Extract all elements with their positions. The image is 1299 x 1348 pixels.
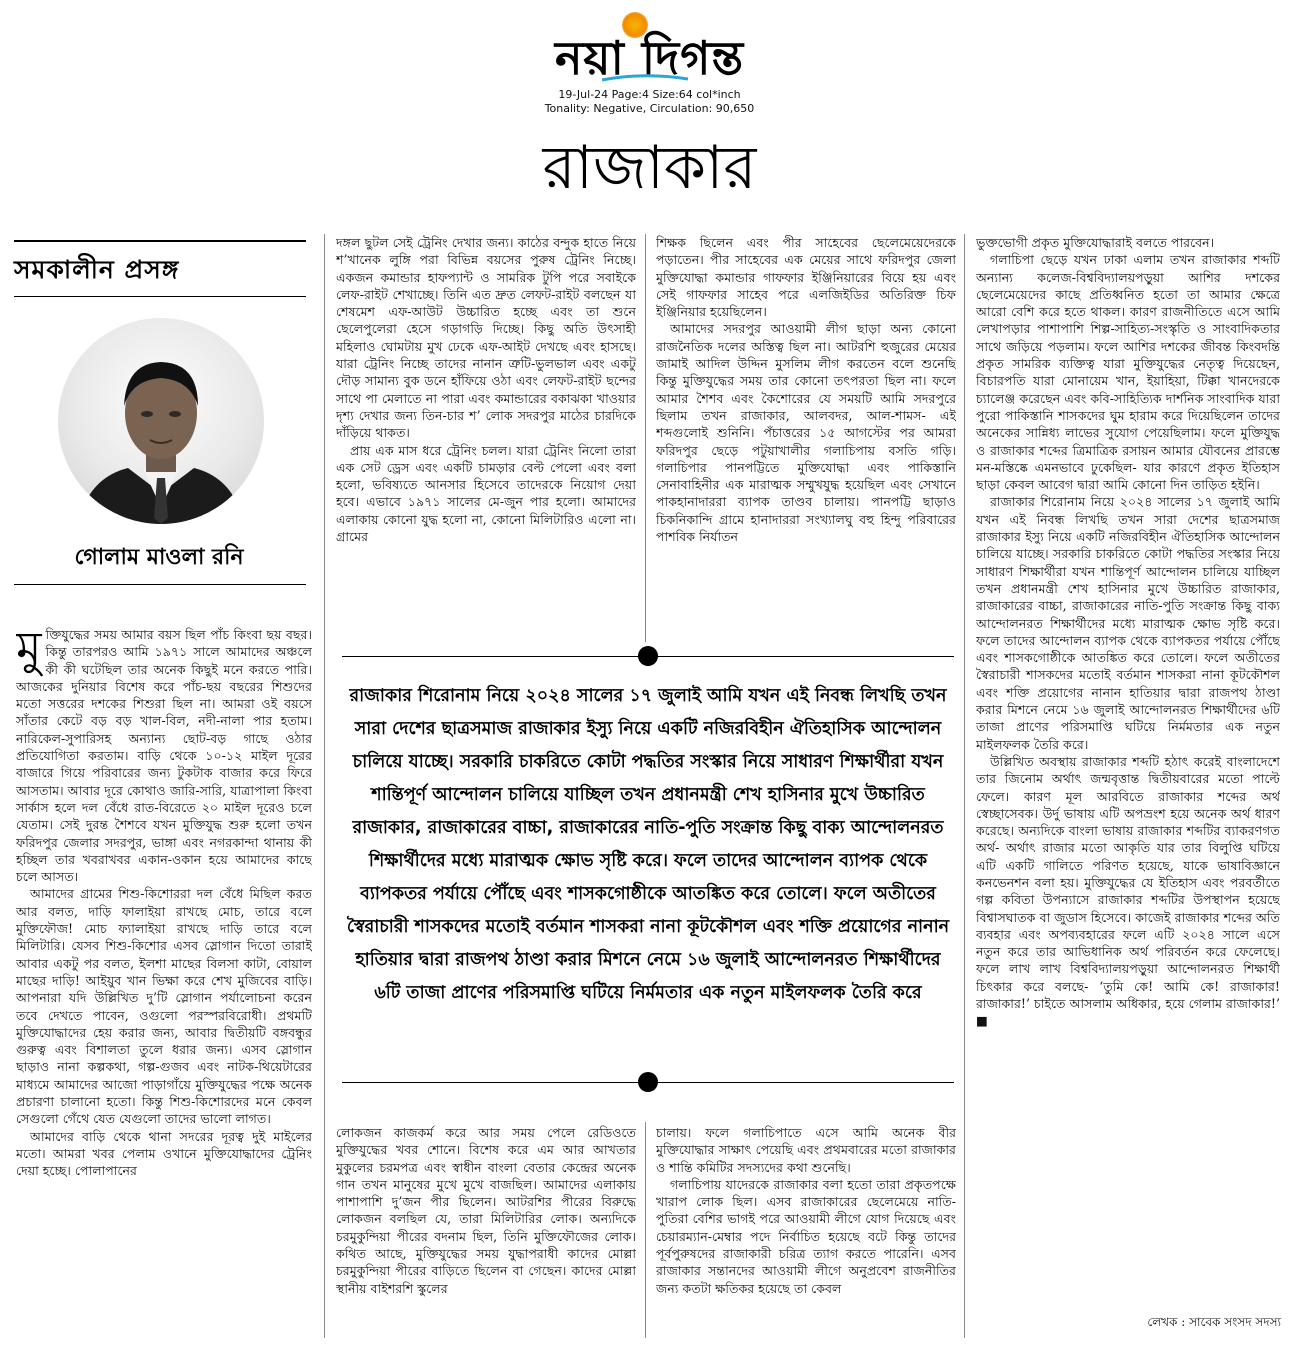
article-column-4: [976, 234, 1280, 1308]
section-top-rule: [14, 240, 306, 242]
paragraph: দঙ্গল ছুটল সেই ট্রেনিং দেখার জন্য। কাঠের বন্দুক হাতে নিয়ে শ’খানেক লুঙ্গি পরা বিভিন্ন বয়সের পুরুষ ট্রেনিং নিচ্ছে। একজন কমান্ডার হাফপ্যান্ট ও সামরিক টুপি পরে সবাইকে লেফ-রাইট শেখাচ্ছে। তিনি এত দ্রুত লেফট-রাইট বলছেন যা শেষমেশ এফ-আউট উচ্চারিত হচ্ছে এবং তা শুনে ছেলেপুলেরা হেসে গড়াগড়ি দিচ্ছে। কিছু অতি উৎসাহী মহিলাও ঘোমটায় মুখ ঢেকে এফ-আইট দেখছে এবং হাসছে। যারা ট্রেনিং নিচ্ছে তাদের নানান ত্রুটি-ভুলভাল এবং একটু দৌড় সামান্য বুক ডনে হাঁফিয়ে ওঠা এবং লেফট-রাইট ছন্দের সাথে পা মেলাতে না পারা এবং কমান্ডারের বকাঝকা খাওয়ার দৃশ্য দেখার জন্য তিন-চার শ’ লোক সদরপুর মাঠের চারদিকে দাঁড়িয়ে থাকত।: [336, 235, 636, 441]
masthead-swoosh-logo: [600, 74, 690, 82]
paragraph: গলাচিপা ছেড়ে যখন ঢাকা এলাম তখন রাজাকার শব্দটি অন্যান্য কলেজ-বিশ্ববিদ্যালয়পড়ুয়া আশির দশকের ছেলেমেয়েদের কাছে প্রতিধ্বনিত হতো তা আমার ক্ষেত্রে আরো বেশি করে হতে থাকল। কারণ রাজনীতিতে এসে আমি লেখাপড়ার পাশাপাশি শিল্প-সাহিত্য-সংস্কৃতি ও সাংবাদিকতার সাথে জড়িয়ে পড়লাম। ফলে আশির দশকের জীবন্ত কিংবদন্তি প্রকৃত সামরিক ব্যক্তিত্ব যারা মুক্তিযুদ্ধের নেতৃত্ব দিয়েছেন, বিচারপতি যারা মোনায়েম খান, ইয়াহিয়া, টিক্কা খানদেরকে চ্যালেঞ্জ করেছেন এবং কবি-সাহিত্যিক দার্শনিক সাংবাদিক যারা পুরো পাকিস্তানি শাসকদের ঘুম হারাম করে দিয়েছিলেন তাদের অনেকের সান্নিধ্য লাভের সুযোগ পেয়েছিলাম। ফলে মুক্তিযুদ্ধ ও রাজাকার শব্দের ত্রিমাত্রিক রসায়ন আমার যৌবনের প্রারম্ভে মন-মস্তিষ্কে এমনভাবে ঢুকেছিল- যার কারণে প্রকৃত ইতিহাস ছাড়া কেবল আবেগ দ্বারা আমি কোনো দিন তাড়িত হইনি।: [976, 252, 1280, 493]
clipping-meta-tonality: Tonality: Negative, Circulation: 90,650: [544, 102, 755, 115]
paragraph: লোকজন কাজকর্ম করে আর সময় পেলে রেডিওতে মুক্তিযুদ্ধের খবর শোনে। বিশেষ করে এম আর আখতার মুকুলের চরমপত্র এবং স্বাধীন বাংলা বেতার কেন্দ্রের অনেক গান তখন মানুষের মুখে মুখে বাজছিল। আমাদের এলাকায় পাশাপাশি দু’জন পীর ছিলেন। আটরশির পীরের বিরুদ্ধে লোকজন বলছিল যে, তারা মিলিটারির লোক। অন্যদিকে চরমুকুন্দিয়া পীরের বদনাম ছিল, তিনি মুক্তিফৌজের লোক। কথিত আছে, মুক্তিযুদ্ধের সময় যুদ্ধাপরাধী কাদের মোল্লা চরমুকুন্দিয়া পীরের বাড়িতে ছিলেন বা গেছেন। কাদের মোল্লা স্থানীয় বাইশরশি স্কুলের: [336, 1125, 636, 1296]
article-column-1: [16, 626, 312, 1338]
section-title: সমকালীন প্রসঙ্গ: [14, 255, 180, 284]
paragraph: আমাদের সদরপুর আওয়ামী লীগ ছাড়া অন্য কোনো রাজনৈতিক দলের অস্তিত্ব ছিল না। আটরশি হুজুরের মেয়ের জামাই আদিল উদ্দিন মুসলিম লীগ করতেন বলে শুনেছি কিন্তু মুক্তিযুদ্ধের সময় তার কোনো তৎপরতা ছিল না। ফলে আমার শৈশব এবং কৈশোরের যে সময়টি আমি সদরপুরে ছিলাম তখন রাজাকার, আলবদর, আল-শামস- এই শব্দগুলোই শুনিনি। পঁচাত্তরের ১৫ আগস্টের পর আমরা ফরিদপুর ছেড়ে পটুয়াখালীর গলাচিপায় বসতি গড়ি। গলাচিপার পানপট্টিতে মুক্তিযোদ্ধা এবং পাকিস্তানি সেনাবাহিনীর এক মারাত্মক সম্মুখযুদ্ধ হয়েছিল এবং সেখানে পাকহানাদাররা ব্যাপক তাণ্ডব চালায়। পানপট্টি ছাড়াও চিকনিকান্দি গ্রামে হানাদাররা সংখ্যালঘু বহু হিন্দু পরিবারের পাশবিক নির্যাতন: [656, 321, 956, 545]
clipping-meta: [0, 88, 1299, 116]
author-byline: লেখক : সাবেক সংসদ সদস্য: [1147, 1315, 1281, 1329]
paragraph: আমাদের বাড়ি থেকে থানা সদরের দূরত্ব দুই মাইলের মতো। আমরা খবর পেলাম ওখানে মুক্তিযোদ্ধাদের ট্রেনিং দেয়া হচ্ছে। পোলাপানের: [16, 1128, 312, 1179]
article-column-3-top: [656, 234, 956, 644]
paragraph: ভুক্তভোগী প্রকৃত মুক্তিযোদ্ধারাই বলতে পারবেন।: [976, 235, 1215, 250]
article-headline: রাজাকার: [542, 133, 757, 203]
paragraph: চালায়। ফলে গলাচিপাতে এসে আমি অনেক বীর মুক্তিযোদ্ধার সাক্ষাৎ পেয়েছি এবং প্রথমবারের মতো রাজাকার ও শান্তি কমিটির সদস্যদের কথা শুনেছি।: [656, 1125, 956, 1175]
paragraph: ক্তিযুদ্ধের সময় আমার বয়স ছিল পাঁচ কিংবা ছয় বছর। কিন্তু তারপরও আমি ১৯৭১ সালে আমাদের অঞ্চলে কী কী ঘটেছিল তার অনেক কিছুই মনে করতে পারি। আজকের দুনিয়ার বিশেষ করে পাঁচ-ছয় বছরের শিশুদের মতো সত্তরের দশকের শিশুরা ছিল না। আমরা ওই বয়সে সাঁতার কেটে বড় বড় খাল-বিল, নদী-নালা পার হতাম। নারিকেল-সুপারিসহ অন্যান্য ছোট-বড় গাছে ওঠার প্রতিযোগিতা করতাম। বাড়ি থেকে ১০-১২ মাইল দূরের বাজারে গিয়ে পরিবারের জন্য টুকটাক বাজার করে ফিরে আসতাম। আবার দূরে কোথাও জারি-সারি, যাত্রাপালা কিংবা সার্কাস হলে দল বেঁধে রাত-বিরেতে ২০ মাইল দূরেও চলে যেতাম। সেই দুরন্ত শৈশবে যখন মুক্তিযুদ্ধ শুরু হলো তখন ফরিদপুর জেলার সদরপুর, ভাঙ্গা এবং নগরকান্দা থানায় কী হচ্ছিল তার খবরাখবর একান-ওকান হয়ে আমাদের কাছে চলে আসত।: [16, 627, 312, 885]
author-name: গোলাম মাওলা রনি: [74, 544, 244, 570]
column-divider: [324, 234, 325, 1338]
article-column-3-bottom: [656, 1124, 956, 1338]
section-bottom-rule: [14, 296, 306, 297]
paragraph: প্রায় এক মাস ধরে ট্রেনিং চলল। যারা ট্রেনিং নিলো তারা এক সেট ড্রেস এবং একটি চামড়ার বেল্ট পেলো এবং বলা হলো, ভবিষ্যতে আনসার হিসেবে তাদেরকে নিয়োগ দেয়া হবে। এভাবে ১৯৭১ সালের মে-জুন পার হলো। আমাদের এলাকায় কোনো যুদ্ধ হলো না, কোনো মিলিটারিও এলো না। গ্রামের: [336, 442, 636, 545]
column-divider: [964, 234, 965, 1338]
pullquote: রাজাকার শিরোনাম নিয়ে ২০২৪ সালের ১৭ জুলাই আমি যখন এই নিবন্ধ লিখছি তখন সারা দেশের ছাত্রসমাজ রাজাকার ইস্যু নিয়ে একটি নজিরবিহীন ঐতিহাসিক আন্দোলন চালিয়ে যাচ্ছে। সরকারি চাকরিতে কোটা পদ্ধতির সংস্কার নিয়ে সাধারণ শিক্ষার্থীরা যখন শান্তিপূর্ণ আন্দোলন চালিয়ে যাচ্ছিল তখন প্রধানমন্ত্রী শেখ হাসিনার মুখে উচ্চারিত রাজাকার, রাজাকারের বাচ্চা, রাজাকারের নাতি-পুতি সংক্রান্ত কিছু বাক্য আন্দোলনরত শিক্ষার্থীদের মধ্যে মারাত্মক ক্ষোভ সৃষ্টি করে। ফলে তাদের আন্দোলন ব্যাপক থেকে ব্যাপকতর পর্যায়ে পৌঁছে এবং শাসকগোষ্ঠীকে আতঙ্কিত করে তোলে। ফলে অতীতের স্বৈরাচারী শাসকদের মতোই বর্তমান শাসকরা নানা কূটকৌশল এবং শক্তি প্রয়োগের নানান হাতিয়ার দ্বারা রাজপথ ঠাণ্ডা করার মিশনে নেমে ১৬ জুলাই আন্দোলনরত শিক্ষার্থীদের ৬টি তাজা প্রাণের পরিসমাপ্তি ঘটিয়ে নির্মমতার এক নতুন মাইলফলক তৈরি করে: [346, 686, 950, 1003]
dropcap: মু: [16, 626, 42, 675]
paragraph: গলাচিপায় যাদেরকে রাজাকার বলা হতো তারা প্রকৃতপক্ষে খারাপ লোক ছিল। এসব রাজাকারের ছেলেমেয়ে নাতি-পুতিরা বেশির ভাগই পরে আওয়ামী লীগে যোগ দিয়েছে এবং চেয়ারম্যান-মেম্বার পদে নির্বাচিত হয়েছে বটে কিন্তু তাদের পূর্বপুরুষদের রাজাকারী চরিত্র ত্যাগ করতে পারেনি। এসব রাজাকার সন্তানদের আওয়ামী লীগে অনুপ্রবেশ রাজনীতির জন্য কতটা ক্ষতিকর হয়েছে তা কেবল: [656, 1176, 956, 1296]
article-column-2-bottom: [336, 1124, 636, 1338]
paragraph: রাজাকার শিরোনাম নিয়ে ২০২৪ সালের ১৭ জুলাই আমি যখন এই নিবন্ধ লিখছি তখন সারা দেশের ছাত্রসমাজ রাজাকার ইস্যু নিয়ে একটি নজিরবিহীন ঐতিহাসিক আন্দোলন চালিয়ে যাচ্ছে। সরকারি চাকরিতে কোটা পদ্ধতির সংস্কার নিয়ে সাধারণ শিক্ষার্থীরা যখন শান্তিপূর্ণ আন্দোলন চালিয়ে যাচ্ছিল তখন প্রধানমন্ত্রী শেখ হাসিনার মুখে উচ্চারিত রাজাকার, রাজাকারের বাচ্চা, রাজাকারের নাতি-পুতি সংক্রান্ত কিছু বাক্য আন্দোলনরত শিক্ষার্থীদের মধ্যে মারাত্মক ক্ষোভ সৃষ্টি করে। ফলে তাদের আন্দোলন ব্যাপক থেকে ব্যাপকতর পর্যায়ে পৌঁছে এবং শাসকগোষ্ঠীকে আতঙ্কিত করে তোলে। ফলে অতীতের স্বৈরাচারী শাসকদের মতোই বর্তমান শাসকরা নানা কূটকৌশল এবং শক্তি প্রয়োগের নানান হাতিয়ার দ্বারা রাজপথ ঠাণ্ডা করার মিশনে নেমে ১৬ জুলাই আন্দোলনরত শিক্ষার্থীদের ৬টি তাজা প্রাণের পরিসমাপ্তি ঘটিয়ে নির্মমতার এক নতুন মাইলফলক তৈরি করে।: [976, 494, 1280, 752]
bullet-ornament: [638, 1072, 658, 1092]
clipping-meta-date: 19-Jul-24 Page:4 Size:64 col*inch: [558, 88, 741, 101]
article-column-2-top: [336, 234, 636, 644]
paragraph: উল্লিখিত অবস্থায় রাজাকার শব্দটি হঠাৎ করেই বাংলাদেশে তার জিনোম অর্থাৎ জন্মবৃত্তান্ত দ্বিতীয়বারের মতো পাল্টে ফেলে। কারণ মূল আরবিতে রাজাকার শব্দের অর্থ স্বেচ্ছাসেবক। উর্দু ভাষায় এটি অপভ্রংশ হয়ে অনেক অর্থ ধারণ করেছে। অন্যদিকে বাংলা ভাষায় রাজাকার শব্দটির ব্যাকরণগত অর্থ- অর্থাৎ রাজার মতো আকৃতি যার তার বিলুপ্তি ঘটিয়ে এটি একটি গালিতে পরিণত হয়েছে, যাকে ভাষাবিজ্ঞানে কনভেনশন বলা হয়। মুক্তিযুদ্ধের যে ইতিহাস এবং পরবর্তীতে গল্প কবিতা উপন্যাসে রাজাকার শব্দটির উপস্থাপন হয়েছে বিশ্বাসঘাতক বা জুডাস হিসেবে। কাজেই রাজাকার শব্দের অতি ব্যবহার এবং অপব্যবহারের ফলে এটি ২০২৪ সালে এসে নতুন করে তার আভিধানিক অর্থ পরিবর্তন করে ফেলেছে। ফলে লাখ লাখ বিশ্ববিদ্যালয়পড়ুয়া আন্দোলনরত শিক্ষার্থী চিৎকার করে বলছে- ‘তুমি কে! আমি কে! রাজাকার! রাজাকার!’ চাইতে আসলাম অধিকার, হয়ে গেলাম রাজাকার!’ ■: [976, 753, 1280, 1029]
bullet-ornament: [638, 646, 658, 666]
paragraph: শিক্ষক ছিলেন এবং পীর সাহেবের ছেলেমেয়েদেরকে পড়াতেন। পীর সাহেবের এক মেয়ের সাথে ফরিদপুর জেলা মুক্তিযোদ্ধা কমান্ডার গাফফার ইঞ্জিনিয়ারের বিয়ে হয় এবং সেই গাফফার সাহেব পরে এলজিইডির অতিরিক্ত চিফ ইঞ্জিনিয়ার হয়েছিলেন।: [656, 235, 956, 320]
author-rule: [14, 584, 306, 585]
column-divider: [645, 1122, 646, 1338]
author-photo: [58, 318, 264, 524]
column-divider: [645, 234, 646, 642]
masthead-title: নয়া দিগন্ত: [554, 31, 745, 85]
paragraph: আমাদের গ্রামের শিশু-কিশোররা দল বেঁধে মিছিল করত আর বলত, দাড়ি ফালাইয়া রাখছে মোচ, তারে বলে মুক্তিফৌজ! মোচ ফ্যালাইয়া রাখছে দাড়ি তারে বলে মিলিটারি। যেসব শিশু-কিশোর এসব স্লোগান দিতো তারাই আবার একটু পর বলত, ইলশা মাছের বিলসা কাটা, বোয়াল মাছের দাড়ি! আইয়ুব খান ভিক্ষা করে শেখ মুজিবের বাড়ি। আপনারা যদি উল্লিখিত দু’টি স্লোগান পর্যালোচনা করেন তবে দেখতে পাবেন, ওগুলো পরস্পরবিরোধী। প্রথমটি মুক্তিযোদ্ধাদের হেয় করার জন্য, আবার দ্বিতীয়টি বঙ্গবন্ধুর গুরুত্ব এবং বিশালতা তুলে ধরার জন্য। এসব স্লোগান ছাড়াও নানা কল্পকথা, গল্প-গুজব এবং নাটক-থিয়েটারের মাধ্যমে আমাদের আজো পাড়াগাঁয়ে মুক্তিযুদ্ধের পক্ষে অনেক প্রচারণা চালানো হতো। কিন্তু শিশু-কিশোরদের মনে কেবল সেগুলো গেঁথে যেত যেগুলো তাদের ভালো লাগত।: [16, 886, 312, 1127]
